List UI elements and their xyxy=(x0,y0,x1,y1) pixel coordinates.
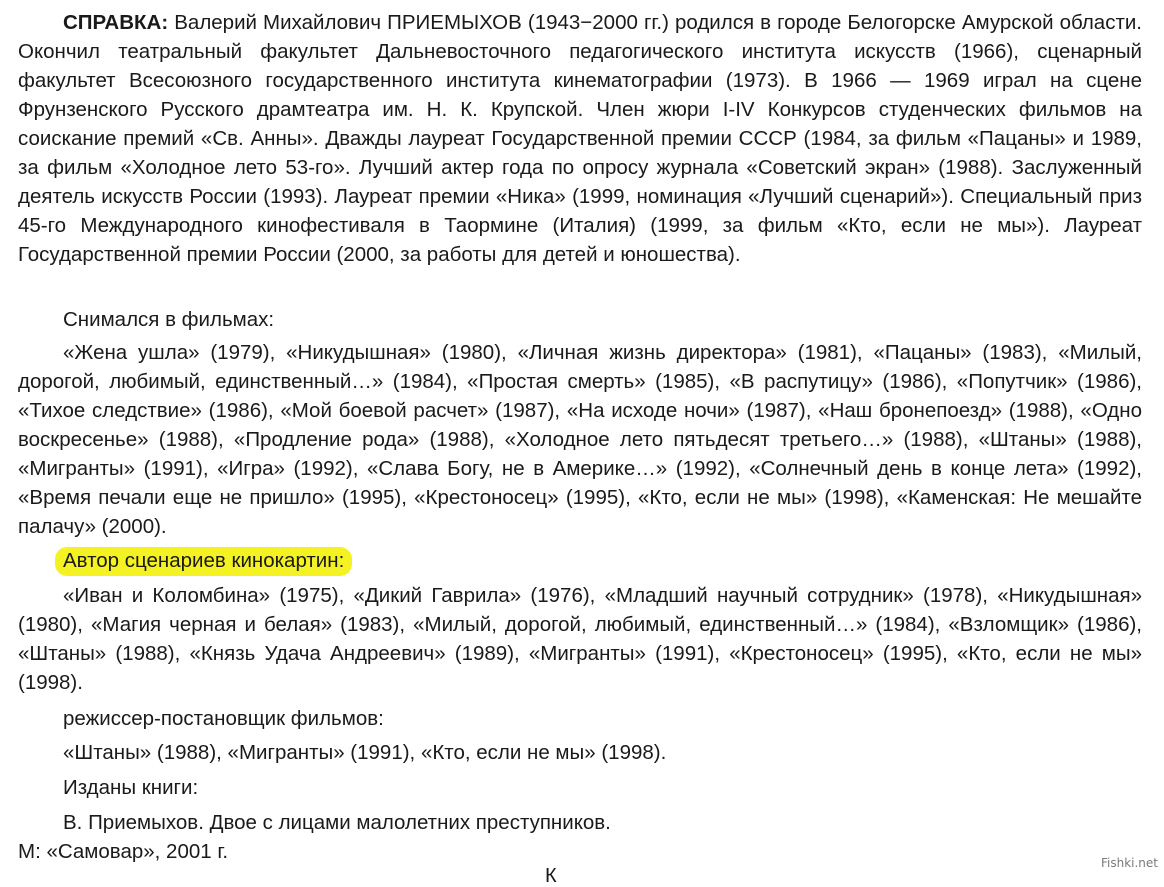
bio-paragraph xyxy=(18,8,1142,269)
directing-films: «Штаны» (1988), «Мигранты» (1991), «Кто, если не мы» (1998). xyxy=(63,741,667,764)
directing-heading: режиссер-постановщик фильмов: xyxy=(63,707,384,730)
book-publisher: М: «Самовар», 2001 г. xyxy=(18,840,229,863)
books-heading: Изданы книги: xyxy=(63,776,199,799)
acting-films: «Жена ушла» (1979), «Никудышная» (1980), «Личная жизнь директора» (1981), «Пацаны» (1983), «Милый, дорогой, любимый, единственный…» (1984), «Простая смерть» (1985), «В распутицу» (1986), «Попутчик» (1986), «Тихое следствие» (1986), «Мой боевой расчет» (1987), «На исходе ночи» (1987), «Наш бронепоезд» (1988), «Одно воскресенье» (1988), «Продление рода» (1988), «Холодное лето пятьдесят третьего…» (1988), «Штаны» (1988), «Мигранты» (1991), «Игра» (1992), «Слава Богу, не в Америке…» (1992), «Солнечный день в конце лета» (1992), «Время печали еще не пришло» (1995), «Крестоносец» (1995), «Кто, если не мы» (1998), «Каменская: Не мешайте палачу» (2000). xyxy=(18,341,1142,538)
screenwriting-heading-highlight: Автор сценариев кинокартин: xyxy=(55,547,352,576)
acting-heading: Снимался в фильмах: xyxy=(63,308,275,331)
screenwriting-films: «Иван и Коломбина» (1975), «Дикий Гаврила» (1976), «Младший научный сотрудник» (1978), «Никудышная» (1980), «Магия черная и белая» (1983), «Милый, дорогой, любимый, единственный…» (1984), «Взломщик» (1986), «Штаны» (1988), «Князь Удача Андреевич» (1989), «Мигранты» (1991), «Крестоносец» (1995), «Кто, если не мы» (1998). xyxy=(18,584,1142,694)
screenwriting-heading-line xyxy=(18,546,1142,575)
bio-label: СПРАВКА: xyxy=(63,11,169,34)
cut-off-next-line: К xyxy=(545,865,557,887)
bio-text: Валерий Михайлович ПРИЕМЫХОВ (1943−2000 гг.) родился в городе Белогорске Амурской области. Окончил театральный факультет Дальневосточного педагогического института искусств (1966), сценарный факультет Всесоюзного государственного института кинематографии (1973). В 1966 — 1969 играл на сцене Фрунзенского Русского драмтеатра им. Н. К. Крупской. Член жюри I-IV Конкурсов студенческих фильмов на соискание премий «Св. Анны». Дважды лауреат Государственной премии СССР (1984, за фильм «Пацаны» и 1989, за фильм «Холодное лето 53-го». Лучший актер года по опросу журнала «Советский экран» (1988). Заслуженный деятель искусств России (1993). Лауреат премии «Ника» (1999, номинация «Лучший сценарий»). Специальный приз 45-го Международного кинофестиваля в Таормине (Италия) (1999, за фильм «Кто, если не мы»). Лауреат Государственной премии России (2000, за работы для детей и юношества). xyxy=(18,11,1142,266)
watermark: Fishki.net xyxy=(1100,856,1158,870)
book-title: В. Приемыхов. Двое с лицами малолетних преступников. xyxy=(63,811,611,834)
